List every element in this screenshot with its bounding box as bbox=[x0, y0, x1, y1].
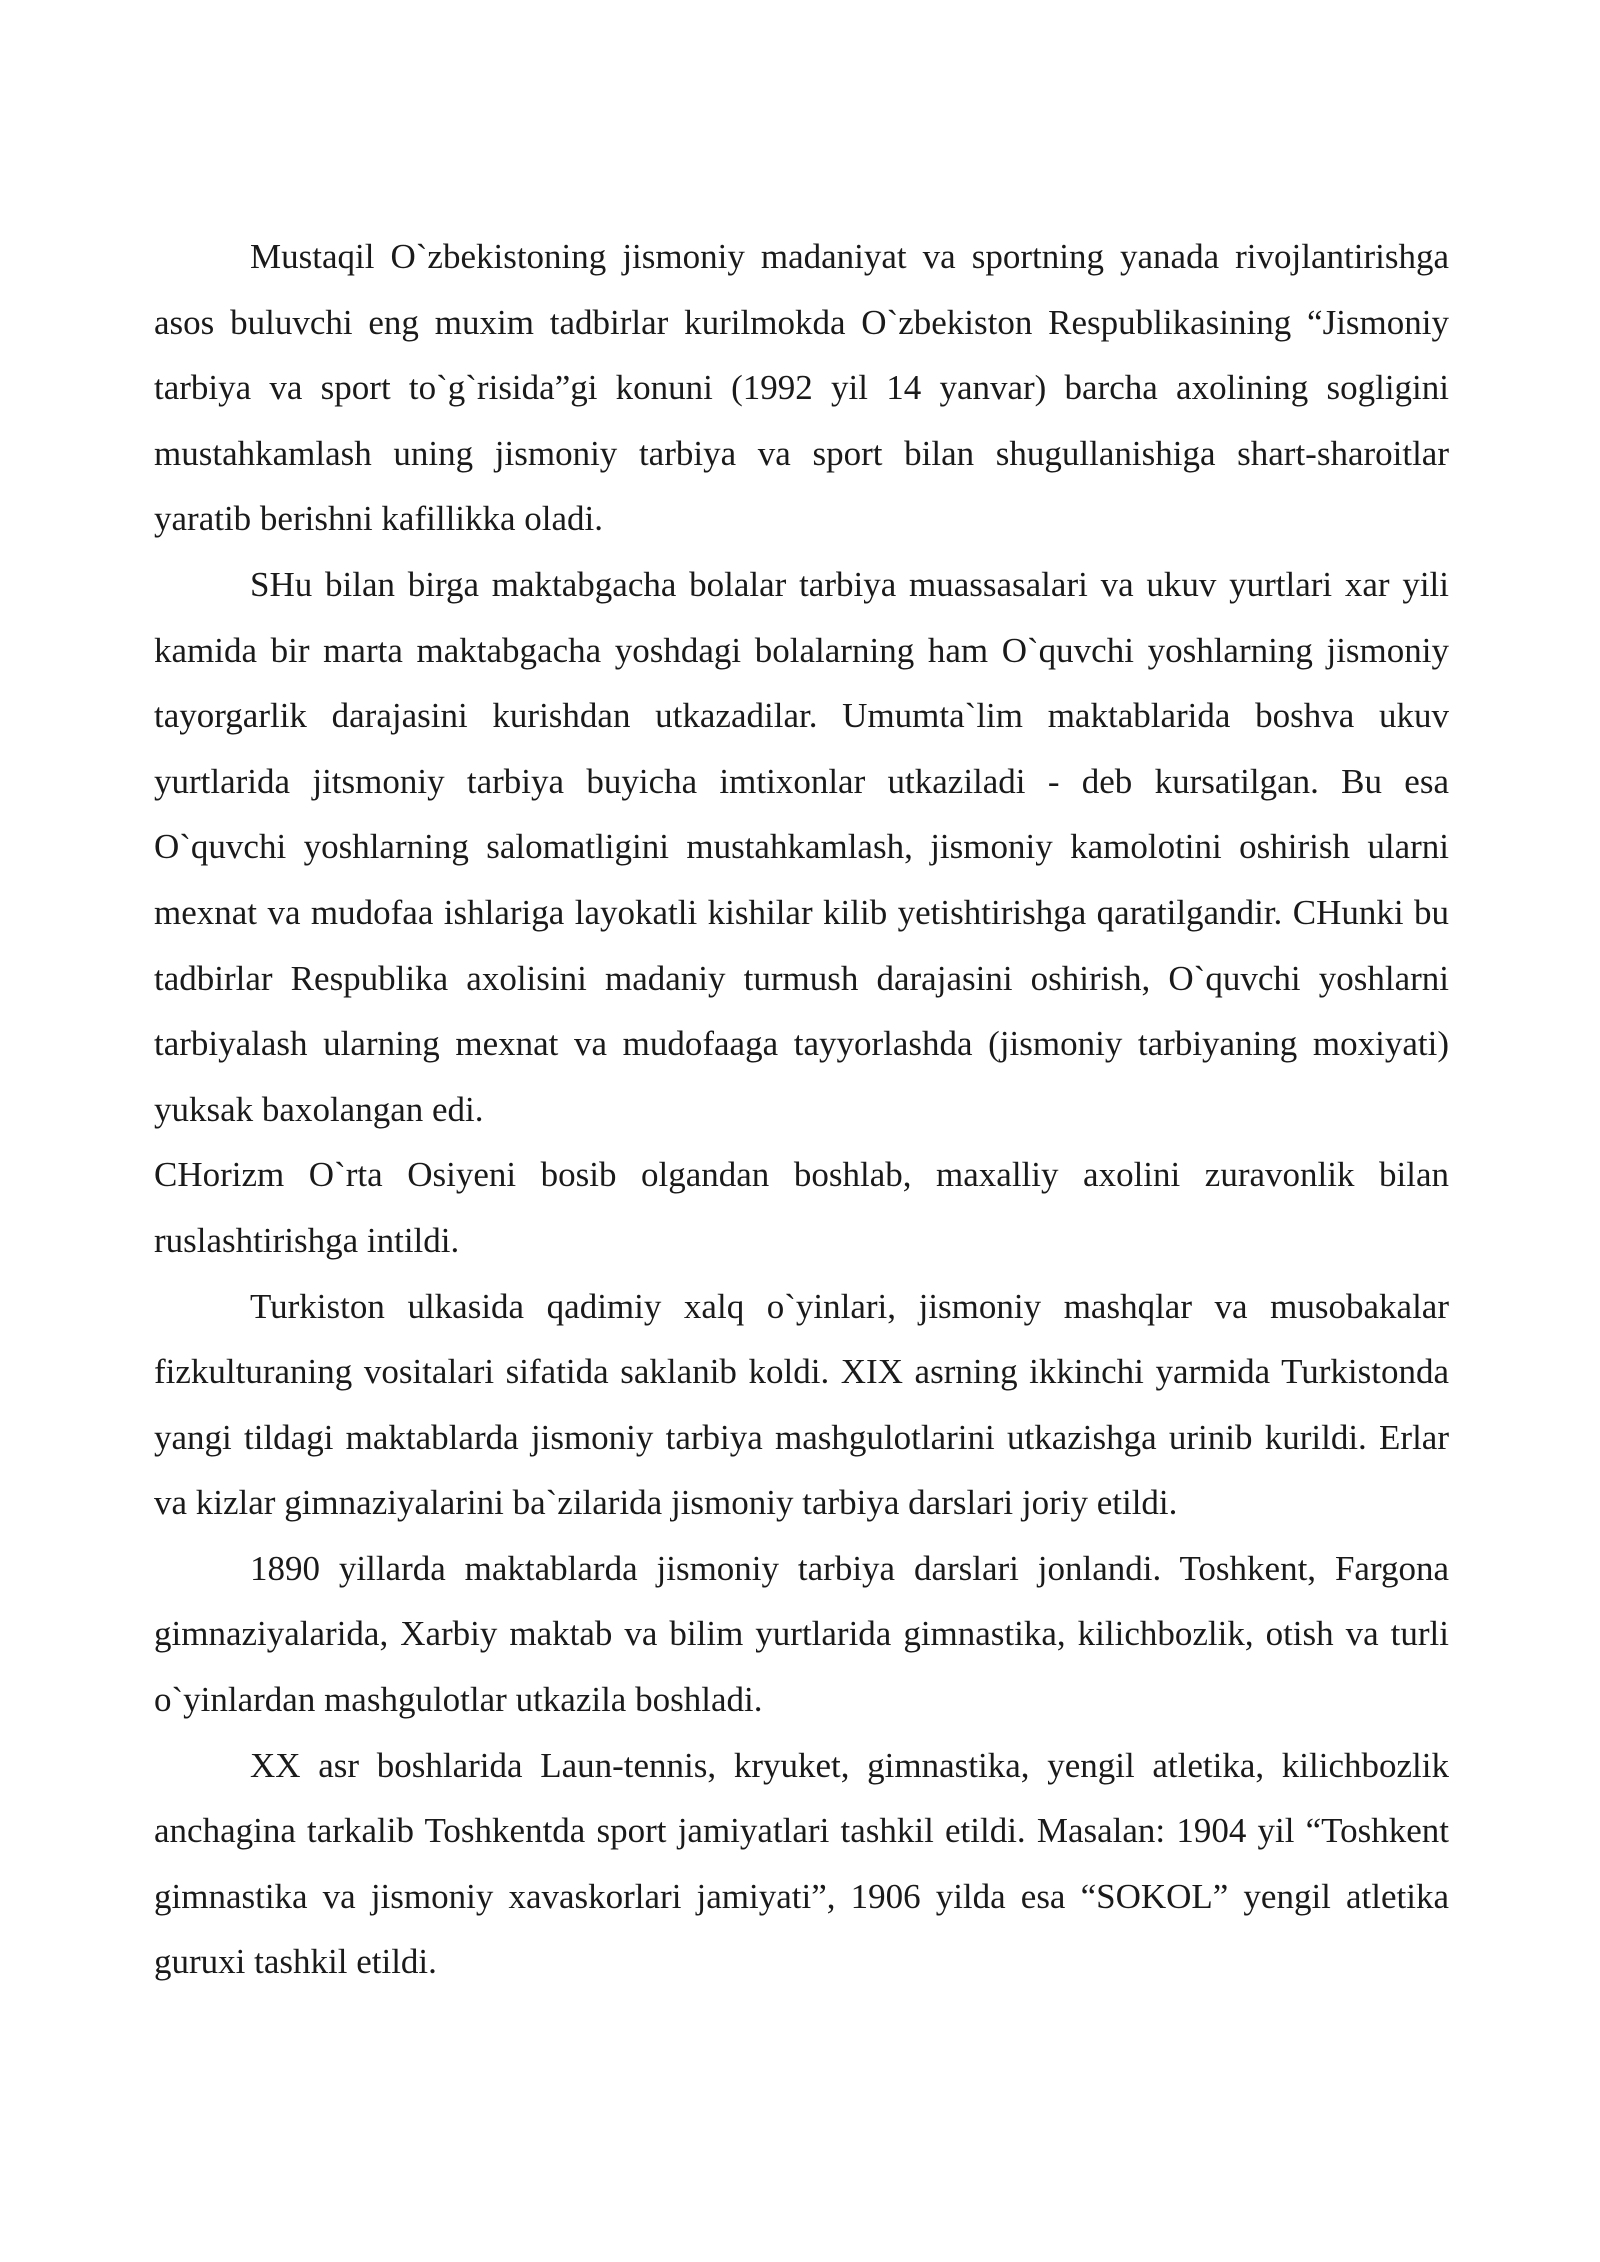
paragraph-20th-century-sport-societies: XX asr boshlarida Laun-tennis, kryuket, gimnastika, yengil atletika, kilichbozlik anchagina tarkalib Toshkentda sport jamiyatlari tashkil etildi. Masalan: 1904 yil “Toshkent gimnastika va jismoniy xavaskorlari jamiyati”, 1906 yilda esa “SOKOL” yengil atletika guruxi tashkil etildi. bbox=[154, 1745, 1449, 1982]
paragraph-turkestan-folk-games: Turkiston ulkasida qadimiy xalq o`yinlari, jismoniy mashqlar va musobakalar fizkulturaning vositalari sifatida saklanib koldi. XIX asrning ikkinchi yarmida Turkistonda yangi tildagi maktablarda jismoniy tarbiya mashgulotlarini utkazishga urinib kurildi. Erlar va kizlar gimnaziyalarini ba`zilarida jismoniy tarbiya darslari joriy etildi. bbox=[154, 1286, 1449, 1523]
paragraph-preschool-physical-readiness: SHu bilan birga maktabgacha bolalar tarbiya muassasalari va ukuv yurtlari xar yili kamida bir marta maktabgacha yoshdagi bolalarning ham O`quvchi yoshlarning jismoniy tayorgarlik darajasini kurishdan utkazadilar. Umumta`lim maktablarida boshva ukuv yurtlarida jitsmoniy tarbiya buyicha imtixonlar utkaziladi - deb kursatilgan. Bu esa O`quvchi yoshlarning salomatligini mustahkamlash, jismoniy kamolotini oshirish ularni mexnat va mudofaa ishlariga layokatli kishilar kilib yetishtirishga qaratilgandir. CHunki bu tadbirlar Respublika axolisini madaniy turmush darajasini oshirish, O`quvchi yoshlarni tarbiyalash ularning mexnat va mudofaaga tayyorlashda (jismoniy tarbiyaning moxiyati) yuksak baxolangan edi. bbox=[154, 564, 1449, 1129]
document-body bbox=[154, 224, 1449, 1995]
paragraph-1890s-gymnasiums: 1890 yillarda maktablarda jismoniy tarbiya darslari jonlandi. Toshkent, Fargona gimnaziyalarida, Xarbiy maktab va bilim yurtlarida gimnastika, kilichbozlik, otish va turli o`yinlardan mashgulotlar utkazila boshladi. bbox=[154, 1548, 1449, 1720]
paragraph-tsarism-russification: CHorizm O`rta Osiyeni bosib olgandan boshlab, maxalliy axolini zuravonlik bilan ruslashtirishga intildi. bbox=[154, 1155, 1449, 1260]
paragraph-independence-sport-law: Mustaqil O`zbekistoning jismoniy madaniyat va sportning yanada rivojlantirishga asos buluvchi eng muxim tadbirlar kurilmokda O`zbekiston Respublikasining “Jismoniy tarbiya va sport to`g`risida”gi konuni (1992 yil 14 yanvar) barcha axolining sogligini mustahkamlash uning jismoniy tarbiya va sport bilan shugullanishiga shart-sharoitlar yaratib berishni kafillikka oladi. bbox=[154, 237, 1449, 539]
